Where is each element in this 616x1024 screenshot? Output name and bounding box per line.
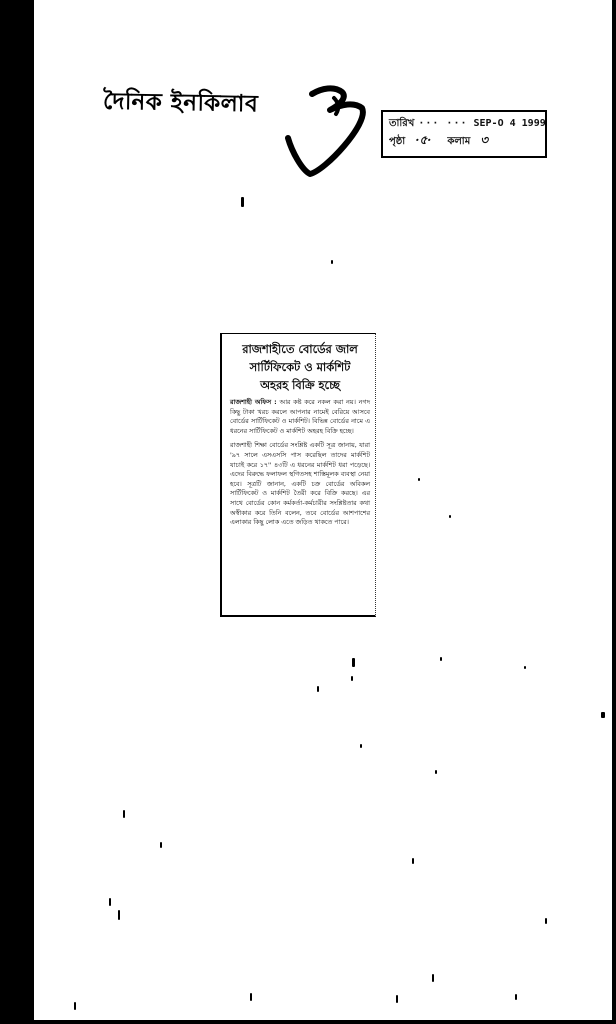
- scan-speck: [123, 810, 125, 818]
- scan-speck: [601, 712, 605, 718]
- scan-right-edge: [612, 0, 616, 1024]
- article-paragraph-2: রাজশাহী শিক্ষা বোর্ডের সংশ্লিষ্ট একটি সূত্র জানায়, যারা '৯৭ সালে এসএসসি পাস করেছিল তাদের মার্কশিট যাচাই করে ১৭'' ৪৩টি এ ধরনের মার্কশিট ধরা পড়েছে। এদের বিরুদ্ধে ফলাফল স্থগিতসহ শাস্তিমূলক ব্যবস্থা নেয়া হবে। সূত্রটি জানান, একটি চক্র বোর্ডের অবিকল সার্টিফিকেট ও মার্কশিট তৈরী করে বিক্রি করছে। এর সাথে বোর্ডের কোন কর্মকর্তা-কর্মচারীর সংশ্লিষ্টতার কথা অস্বীকার করে তিনি বলেন, তবে বোর্ডের আশপাশের এলাকার কিছু লোক এতে জড়িত থাকতে পারে।: [230, 441, 370, 527]
- scan-speck: [432, 974, 434, 982]
- scan-speck: [545, 918, 547, 924]
- article-headline: [230, 340, 370, 394]
- scan-speck: [160, 842, 162, 848]
- article-paragraph-1-text: আর কষ্ট করে নকল করা নয়। নগদ কিছু টাকা খরচ করলে আপনার নামেই বেরিয়ে আসবে বোর্ডের সার্টিফিকেট ও মার্কশিট। বিভিন্ন বোর্ডের নামে এ ধরনের সার্টিফিকেট ও মার্কশিট অহরহ বিক্রি হচ্ছে।: [230, 398, 370, 435]
- article-dateline: রাজশাহী অফিস :: [230, 398, 277, 406]
- scan-left-edge: [0, 0, 34, 1024]
- newspaper-masthead: দৈনিক ইনকিলাব: [102, 87, 259, 118]
- scan-speck: [412, 858, 414, 864]
- scan-speck: [250, 993, 252, 1001]
- scan-speck: [352, 658, 355, 667]
- stamp-date-dots: ··· ···: [418, 118, 468, 129]
- scan-speck: [331, 260, 333, 264]
- scan-speck: [449, 515, 451, 518]
- stamp-column-value: ৩: [480, 133, 489, 147]
- stamp-page-value: ·৫·: [415, 133, 432, 147]
- scan-speck: [351, 676, 353, 681]
- scan-speck: [109, 898, 111, 906]
- stamp-date-label: তারিখ: [389, 118, 415, 129]
- headline-line-1: রাজশাহীতে বোর্ডের জাল: [242, 342, 358, 356]
- stamp-column-label: কলাম: [447, 136, 471, 147]
- handwritten-mark-icon: [282, 80, 374, 180]
- scan-speck: [435, 770, 437, 774]
- news-clipping: [220, 333, 376, 617]
- scan-speck: [118, 910, 120, 920]
- scan-speck: [317, 686, 319, 692]
- headline-line-3: অহরহ বিক্রি হচ্ছে: [260, 378, 340, 392]
- stamp-page-label: পৃষ্ঠা: [389, 136, 406, 147]
- scan-speck: [360, 744, 362, 748]
- article-paragraph-1: [230, 398, 370, 436]
- scan-speck: [241, 197, 244, 207]
- scan-bottom-edge: [0, 1020, 616, 1024]
- clipping-date-stamp: [381, 110, 547, 158]
- stamp-date-value: SEP-O 4 1999: [473, 118, 546, 129]
- scan-speck: [418, 478, 420, 481]
- scan-speck: [440, 657, 442, 661]
- scan-speck: [396, 995, 398, 1003]
- scan-speck: [524, 666, 526, 669]
- scan-speck: [515, 994, 517, 1000]
- headline-line-2: সার্টিফিকেট ও মার্কশিট: [249, 360, 351, 374]
- scan-speck: [74, 1002, 76, 1010]
